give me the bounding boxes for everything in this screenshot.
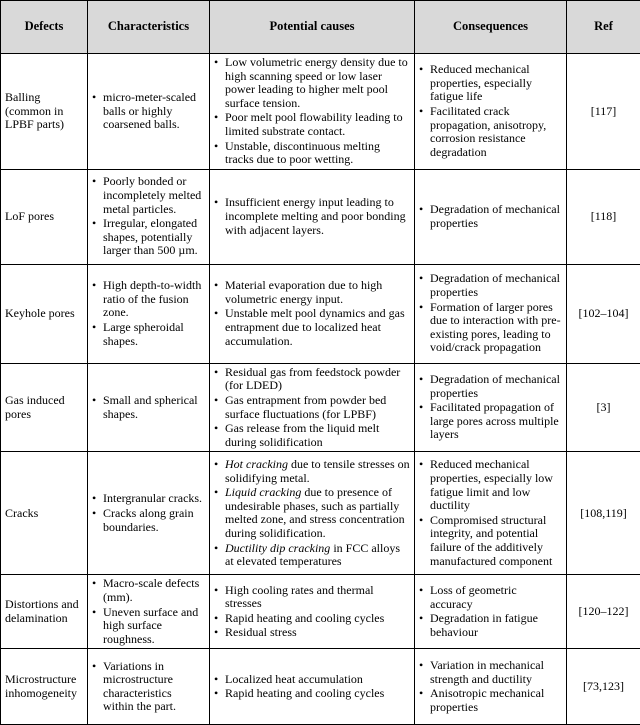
ref-cell: [102–104] (567, 264, 640, 363)
causes-cell (210, 575, 415, 649)
table-row (1, 649, 640, 725)
characteristics-cell (88, 363, 210, 452)
ref-cell: [3] (567, 363, 640, 452)
consequences-cell-list (419, 373, 562, 442)
ref-cell: [118] (567, 169, 640, 264)
cause-text: Localized heat accumulation (225, 672, 363, 686)
cause-item (214, 542, 410, 569)
characteristics-cell (88, 169, 210, 264)
characteristics-cell-list (92, 91, 205, 132)
causes-cell (210, 169, 415, 264)
cause-item (214, 394, 410, 421)
cause-text: High cooling rates and thermal stresses (225, 583, 374, 611)
characteristics-cell-list (92, 492, 205, 534)
characteristic-item: • Variations in microstructure characteristics within the part. (92, 660, 205, 714)
consequence-item: • Formation of larger pores due to interaction with pre-existing pores, leading to void/crack propagation (419, 301, 562, 355)
cause-text: Residual gas from feedstock powder (for LDED) (225, 365, 400, 393)
consequences-cell (415, 363, 567, 452)
characteristics-cell-list (92, 175, 205, 258)
consequence-item: • Reduced mechanical properties, especially fatigue life (419, 63, 562, 104)
ref-cell: [120–122] (567, 575, 640, 649)
cause-text: Low volumetric energy density due to high scanning speed or low laser power leading to higher melt pool surface tension. (225, 55, 408, 110)
cause-item (214, 366, 410, 393)
consequence-item: • Variation in mechanical strength and ductility (419, 659, 562, 686)
table-row (1, 575, 640, 649)
cause-term: Hot cracking (225, 457, 288, 471)
cause-item (214, 687, 410, 701)
consequence-item: • Degradation in fatigue behaviour (419, 612, 562, 639)
cause-text: in FCC alloys at elevated temperatures (225, 541, 400, 569)
consequence-item: • Reduced mechanical properties, especially low fatigue limit and low ductility (419, 458, 562, 512)
consequence-item: • Degradation of mechanical properties (419, 373, 562, 400)
defect-cell: Gas induced pores (1, 363, 88, 452)
consequence-item: • Degradation of mechanical properties (419, 203, 562, 230)
table-row (1, 169, 640, 264)
causes-cell (210, 264, 415, 363)
cause-item (214, 196, 410, 237)
characteristic-item: • Poorly bonded or incompletely melted metal particles. (92, 175, 205, 216)
header-characteristics: Characteristics (88, 1, 210, 54)
cause-text: Unstable melt pool dynamics and gas entrapment due to localized heat accumulation. (225, 306, 405, 347)
cause-text: Rapid heating and cooling cycles (225, 686, 384, 700)
consequence-item: • Anisotropic mechanical properties (419, 687, 562, 714)
consequences-cell-list (419, 272, 562, 355)
characteristic-item: • High depth-to-width ratio of the fusion zone. (92, 279, 205, 320)
cause-item (214, 486, 410, 540)
characteristic-item: • Intergranular cracks. (92, 492, 205, 506)
characteristic-item: • Small and spherical shapes. (92, 394, 205, 421)
consequences-cell-list (419, 659, 562, 714)
cause-item (214, 626, 410, 640)
characteristic-item: • Cracks along grain boundaries. (92, 507, 205, 534)
cause-item (214, 584, 410, 611)
causes-cell-list (214, 458, 410, 569)
table-row (1, 363, 640, 452)
cause-text: Rapid heating and cooling cycles (225, 611, 384, 625)
causes-cell-list (214, 584, 410, 640)
table-row (1, 54, 640, 170)
table-body (1, 54, 640, 725)
consequence-item: • Compromised structural integrity, and potential failure of the additively manufactured component (419, 514, 562, 568)
causes-cell (210, 649, 415, 725)
ref-cell: [117] (567, 54, 640, 170)
consequence-item: • Loss of geometric accuracy (419, 584, 562, 611)
header-row (1, 1, 640, 54)
cause-term: Ductility dip cracking (225, 541, 330, 555)
cause-item (214, 279, 410, 306)
characteristic-item: • Irregular, elongated shapes, potentially larger than 500 µm. (92, 217, 205, 258)
defect-cell: Keyhole pores (1, 264, 88, 363)
consequences-cell (415, 575, 567, 649)
consequences-cell-list (419, 203, 562, 230)
causes-cell-list (214, 56, 410, 167)
consequences-cell (415, 54, 567, 170)
characteristic-item: • Macro-scale defects (mm). (92, 577, 205, 604)
cause-item (214, 56, 410, 110)
characteristics-cell-list (92, 279, 205, 348)
characteristics-cell-list (92, 577, 205, 646)
header-defects: Defects (1, 1, 88, 54)
characteristics-cell (88, 54, 210, 170)
defect-cell: Distortions and delamination (1, 575, 88, 649)
consequence-item: • Facilitated propagation of large pores across multiple layers (419, 401, 562, 442)
cause-item (214, 307, 410, 348)
consequences-cell (415, 452, 567, 575)
cause-text: Insufficient energy input leading to incomplete melting and poor bonding with adjacent layers. (225, 195, 406, 236)
characteristic-item: • micro-meter-scaled balls or highly coarsened balls. (92, 91, 205, 132)
cause-text: Gas entrapment from powder bed surface fluctuations (for LPBF) (225, 393, 386, 421)
cause-text: Residual stress (225, 625, 297, 639)
cause-text: Gas release from the liquid melt during solidification (225, 421, 379, 449)
characteristics-cell (88, 575, 210, 649)
consequences-cell (415, 264, 567, 363)
characteristics-cell (88, 452, 210, 575)
cause-text: due to tensile stresses on solidifying metal. (225, 457, 410, 485)
causes-cell-list (214, 196, 410, 237)
ref-cell: [73,123] (567, 649, 640, 725)
cause-text: Unstable, discontinuous melting tracks due to poor wetting. (225, 139, 380, 167)
ref-cell: [108,119] (567, 452, 640, 575)
causes-cell-list (214, 279, 410, 348)
defect-cell: Cracks (1, 452, 88, 575)
consequences-cell (415, 169, 567, 264)
causes-cell (210, 452, 415, 575)
cause-text: Poor melt pool flowability leading to limited substrate contact. (225, 110, 403, 138)
table-row (1, 264, 640, 363)
table-row (1, 452, 640, 575)
characteristic-item: • Uneven surface and high surface roughness. (92, 606, 205, 647)
causes-cell (210, 54, 415, 170)
characteristics-cell-list (92, 394, 205, 421)
cause-item (214, 111, 410, 138)
consequences-cell-list (419, 458, 562, 568)
consequence-item: • Degradation of mechanical properties (419, 272, 562, 299)
cause-item (214, 140, 410, 167)
causes-cell (210, 363, 415, 452)
cause-item (214, 458, 410, 485)
cause-text: Material evaporation due to high volumetric energy input. (225, 278, 382, 306)
header-consequences: Consequences (415, 1, 567, 54)
characteristics-cell-list (92, 660, 205, 714)
consequences-cell-list (419, 584, 562, 639)
defect-cell: LoF pores (1, 169, 88, 264)
defect-cell: Microstructure inhomogeneity (1, 649, 88, 725)
characteristics-cell (88, 264, 210, 363)
defect-cell: Balling (common in LPBF parts) (1, 54, 88, 170)
cause-item (214, 612, 410, 626)
consequences-cell-list (419, 63, 562, 159)
cause-item (214, 422, 410, 449)
cause-item (214, 673, 410, 687)
consequence-item: • Facilitated crack propagation, anisotropy, corrosion resistance degradation (419, 105, 562, 159)
causes-cell-list (214, 366, 410, 450)
cause-text: due to presence of undesirable phases, such as partially melted zone, and stress concentration during solidification. (225, 485, 405, 540)
header-ref: Ref (567, 1, 640, 54)
characteristic-item: • Large spheroidal shapes. (92, 321, 205, 348)
consequences-cell (415, 649, 567, 725)
header-potential-causes: Potential causes (210, 1, 415, 54)
cause-term: Liquid cracking (225, 485, 301, 499)
characteristics-cell (88, 649, 210, 725)
